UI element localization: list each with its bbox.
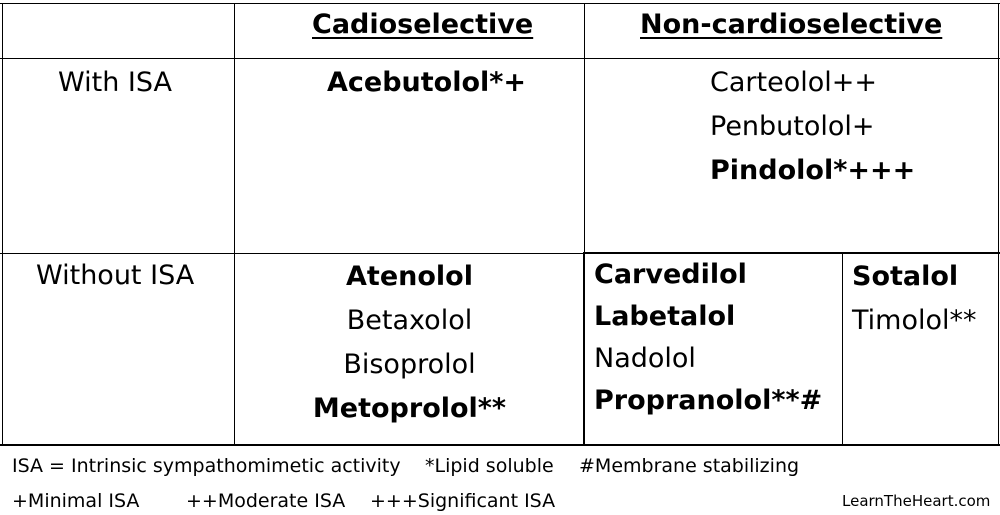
header-cardioselective: Cadioselective	[312, 9, 534, 40]
without-isa-noncardio-list-a	[594, 254, 822, 422]
drug-penbutolol: Penbutolol+	[710, 111, 875, 142]
drug-metoprolol: Metoprolol**	[312, 393, 507, 424]
row-label-without-isa: Without ISA	[36, 260, 195, 291]
header-non-cardioselective: Non-cardioselective	[640, 9, 943, 40]
drug-labetalol: Labetalol	[594, 301, 736, 332]
legend-significant-isa: +++Significant ISA	[370, 490, 556, 512]
source-credit: LearnTheHeart.com	[842, 492, 991, 510]
legend-minimal-isa: +Minimal ISA	[12, 490, 140, 512]
without-isa-cardio-list	[235, 255, 584, 431]
table-top-border	[0, 3, 1000, 4]
legend-isa: ISA = Intrinsic sympathomimetic activity	[12, 455, 401, 477]
table-right-border	[998, 3, 999, 445]
drug-sotalol: Sotalol	[852, 261, 959, 292]
header-divider	[0, 58, 1000, 59]
drug-pindolol: Pindolol*+++	[710, 155, 916, 186]
legend-membrane-stabilizing: #Membrane stabilizing	[579, 455, 800, 477]
drug-bisoprolol: Bisoprolol	[343, 349, 476, 380]
drug-acebutolol: Acebutolol*+	[327, 67, 527, 98]
drug-propranolol: Propranolol**#	[594, 385, 823, 416]
drug-carvedilol: Carvedilol	[594, 259, 747, 290]
legend-moderate-isa: ++Moderate ISA	[186, 490, 346, 512]
drug-atenolol: Atenolol	[346, 261, 473, 292]
table-bottom-border	[0, 444, 1000, 446]
with-isa-noncardio-list	[710, 61, 915, 193]
inner-box-divider	[842, 253, 843, 445]
without-isa-noncardio-list-b	[852, 255, 977, 343]
drug-timolol: Timolol**	[852, 305, 977, 336]
row-label-with-isa: With ISA	[58, 67, 172, 98]
drug-carteolol: Carteolol++	[710, 67, 877, 98]
drug-betaxolol: Betaxolol	[346, 305, 473, 336]
legend-lipid-soluble: *Lipid soluble	[425, 455, 554, 477]
table-left-border	[2, 3, 3, 445]
drug-nadolol: Nadolol	[594, 343, 696, 374]
